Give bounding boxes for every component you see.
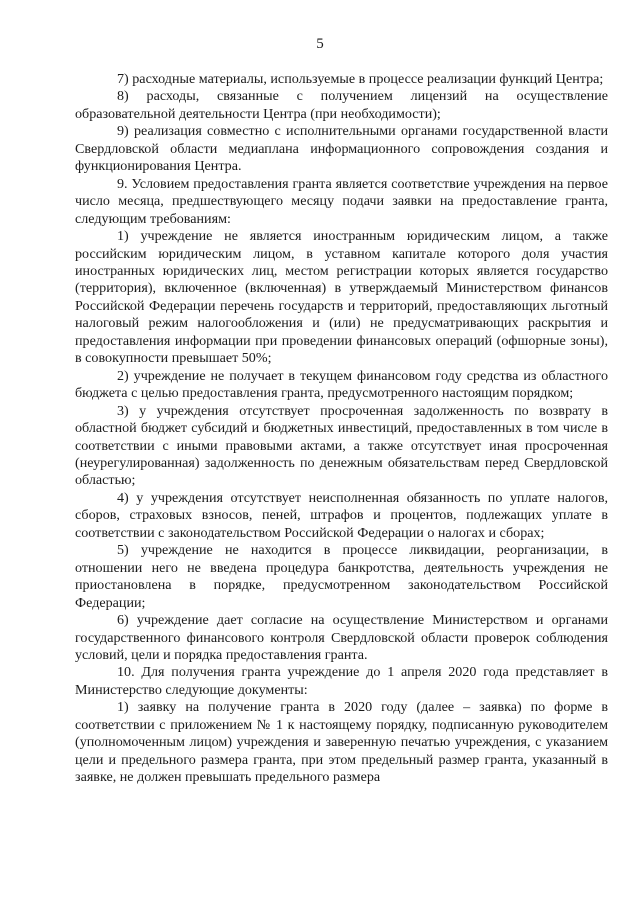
paragraph-requirement-6-audit-consent: 6) учреждение дает согласие на осуществление Министерством и органами государственного финансового контроля Свердловской области проверок соблюдения условий, цели и порядка предоставления гранта. (75, 612, 608, 663)
paragraph-document-1-application: 1) заявку на получение гранта в 2020 году (далее – заявка) по форме в соответствии с приложением № 1 к настоящему порядку, подписанную руководителем (уполномоченным лицом) учреждения и заверенную печатью учреждения, с указанием цели и предельного размера гранта, при этом предельный размер гранта, указанный в заявке, не должен превышать предельного размера (75, 699, 608, 786)
paragraph-requirement-3-no-overdue-debt: 3) у учреждения отсутствует просроченная задолженность по возврату в областной бюджет субсидий и бюджетных инвестиций, предоставленных в том числе в соответствии с иными правовыми актами, а также отсутствует иная просроченная (неурегулированная) задолженность по денежным обязательствам перед Свердловской областью; (75, 402, 608, 489)
paragraph-item-9-media-plan: 9) реализация совместно с исполнительными органами государственной власти Свердловской области медиаплана информационного сопровождения создания и функционирования Центра. (75, 123, 608, 175)
document-body (75, 71, 608, 787)
paragraph-requirement-1-offshore: 1) учреждение не является иностранным юридическим лицом, а также российским юридическим лицом, в уставном капитале которого доля участия иностранных юридических лиц, местом регистрации которых является государство (территория), включенное (включенная) в утверждаемый Министерством финансов Российской Федерации перечень государств и территорий, предоставляющих льготный налоговый режим налогообложения и (или) не предусматривающих раскрытия и предоставления информации при проведении финансовых операций (офшорные зоны), в совокупности превышает 50%; (75, 228, 608, 367)
paragraph-requirement-4-taxes: 4) у учреждения отсутствует неисполненная обязанность по уплате налогов, сборов, страховых взносов, пеней, штрафов и процентов, подлежащих уплате в соответствии с законодательством Российской Федерации о налогах и сборах; (75, 489, 608, 541)
paragraph-requirement-2-no-other-funds: 2) учреждение не получает в текущем финансовом году средства из областного бюджета с целью предоставления гранта, предусмотренного настоящим порядком; (75, 367, 608, 402)
page-number: 5 (316, 36, 324, 52)
paragraph-item-7-consumables: 7) расходные материалы, используемые в процессе реализации функций Центра; (117, 71, 604, 87)
paragraph-clause-9-conditions: 9. Условием предоставления гранта является соответствие учреждения на первое число месяца, предшествующего месяцу подачи заявки на предоставление гранта, следующим требованиям: (75, 175, 608, 227)
paragraph-clause-10-documents: 10. Для получения гранта учреждение до 1 апреля 2020 года представляет в Министерство следующие документы: (75, 664, 608, 698)
paragraph-requirement-5-no-liquidation: 5) учреждение не находится в процессе ликвидации, реорганизации, в отношении него не введена процедура банкротства, деятельность учреждения не приостановлена в порядке, предусмотренном законодательством Российской Федерации; (75, 542, 608, 611)
paragraph-item-8-licensing: 8) расходы, связанные с получением лицензий на осуществление образовательной деятельности Центра (при необходимости); (75, 88, 608, 122)
